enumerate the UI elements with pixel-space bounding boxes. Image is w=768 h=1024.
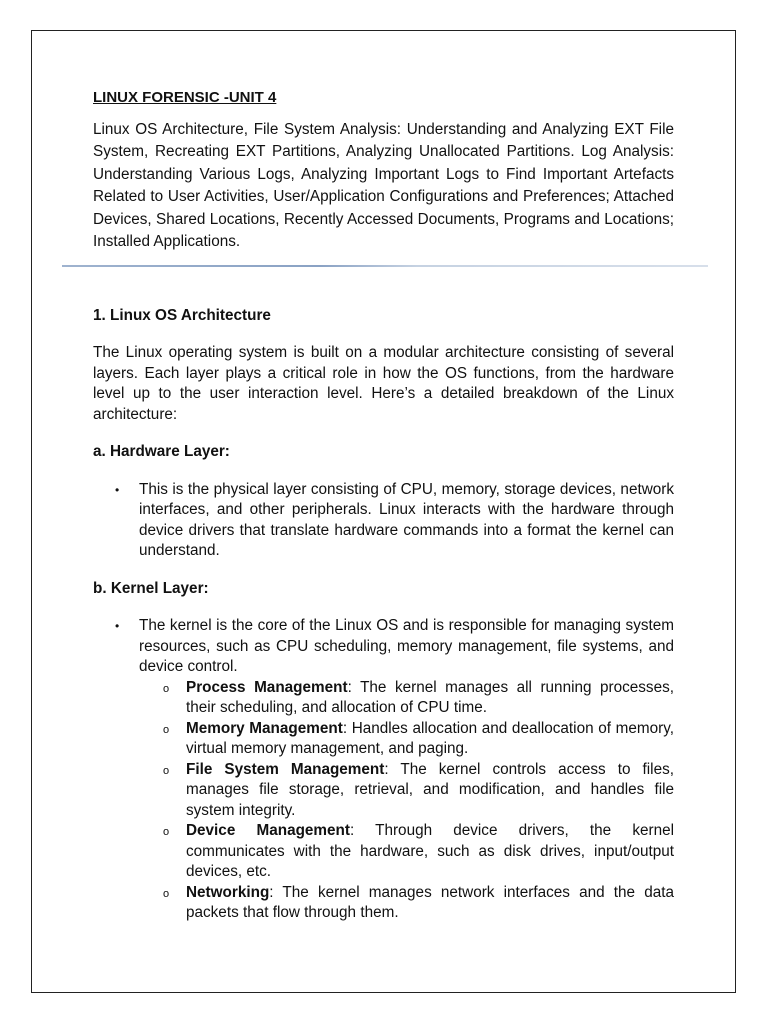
hardware-layer-list bbox=[93, 480, 674, 562]
kernel-layer-heading: b. Kernel Layer: bbox=[93, 579, 209, 597]
unit-title: LINUX FORENSIC -UNIT 4 bbox=[93, 89, 277, 106]
list-item bbox=[163, 821, 674, 883]
term-file-system-management: File System Management bbox=[186, 760, 385, 778]
hardware-layer-heading: a. Hardware Layer: bbox=[93, 443, 230, 460]
term-device-management: Device Management bbox=[186, 822, 350, 839]
circle-bullet-icon: o bbox=[163, 723, 170, 736]
term-description: : The kernel manages network interfaces and the data packets that flow through them. bbox=[186, 883, 674, 921]
bullet-icon: • bbox=[115, 482, 120, 497]
term-description: : Through device drivers, the kernel communicates with the hardware, such as disk drives, input/output devices, etc. bbox=[186, 822, 674, 880]
kernel-functions-list bbox=[139, 678, 674, 924]
list-item bbox=[163, 678, 674, 719]
circle-bullet-icon: o bbox=[163, 887, 170, 900]
term-memory-management: Memory Management bbox=[186, 719, 343, 737]
list-item bbox=[163, 883, 674, 924]
circle-bullet-icon: o bbox=[163, 826, 170, 838]
list-item bbox=[163, 760, 674, 822]
term-description: : Handles allocation and deallocation of memory, virtual memory management, and paging. bbox=[186, 719, 674, 757]
intro-paragraph: Linux OS Architecture, File System Analysis: Understanding and Analyzing EXT File System, Recreating EXT Partitions, Analyzing Unallocated Partitions. Log Analysis: Understanding Various Logs, Analyzing Important Logs to Find Important Artefacts Related to User Activities, User/Application Configurations and Preferences; Attached Devices, Shared Locations, Recently Accessed Documents, Programs and Locations; Installed Applications. bbox=[93, 120, 674, 250]
bullet-icon: • bbox=[115, 619, 120, 633]
section-heading-architecture: 1. Linux OS Architecture bbox=[93, 306, 271, 324]
list-item bbox=[115, 480, 674, 562]
document-body bbox=[93, 88, 674, 924]
term-process-management: Process Management bbox=[186, 678, 348, 696]
term-description: : The kernel controls access to files, manages file storage, retrieval, and modification, and handles file system integrity. bbox=[186, 760, 674, 819]
circle-bullet-icon: o bbox=[163, 764, 170, 777]
hardware-layer-text: This is the physical layer consisting of CPU, memory, storage devices, network interfaces, and other peripherals. Linux interacts with the hardware through device drivers that translate hardware commands into a format the kernel can understand. bbox=[139, 480, 674, 559]
circle-bullet-icon: o bbox=[163, 682, 170, 695]
list-item bbox=[163, 719, 674, 760]
list-item bbox=[115, 616, 674, 924]
term-description: : The kernel manages all running processes, their scheduling, and allocation of CPU time. bbox=[186, 678, 674, 716]
term-networking: Networking bbox=[186, 883, 270, 901]
kernel-layer-text: The kernel is the core of the Linux OS and is responsible for managing system resources, such as CPU scheduling, memory management, file systems, and device control. bbox=[139, 617, 674, 675]
architecture-paragraph: The Linux operating system is built on a modular architecture consisting of several layers. Each layer plays a critical role in how the OS functions, from the hardware level up to the user interaction level. Here’s a detailed breakdown of the Linux architecture: bbox=[93, 344, 674, 423]
kernel-layer-list bbox=[93, 616, 674, 924]
